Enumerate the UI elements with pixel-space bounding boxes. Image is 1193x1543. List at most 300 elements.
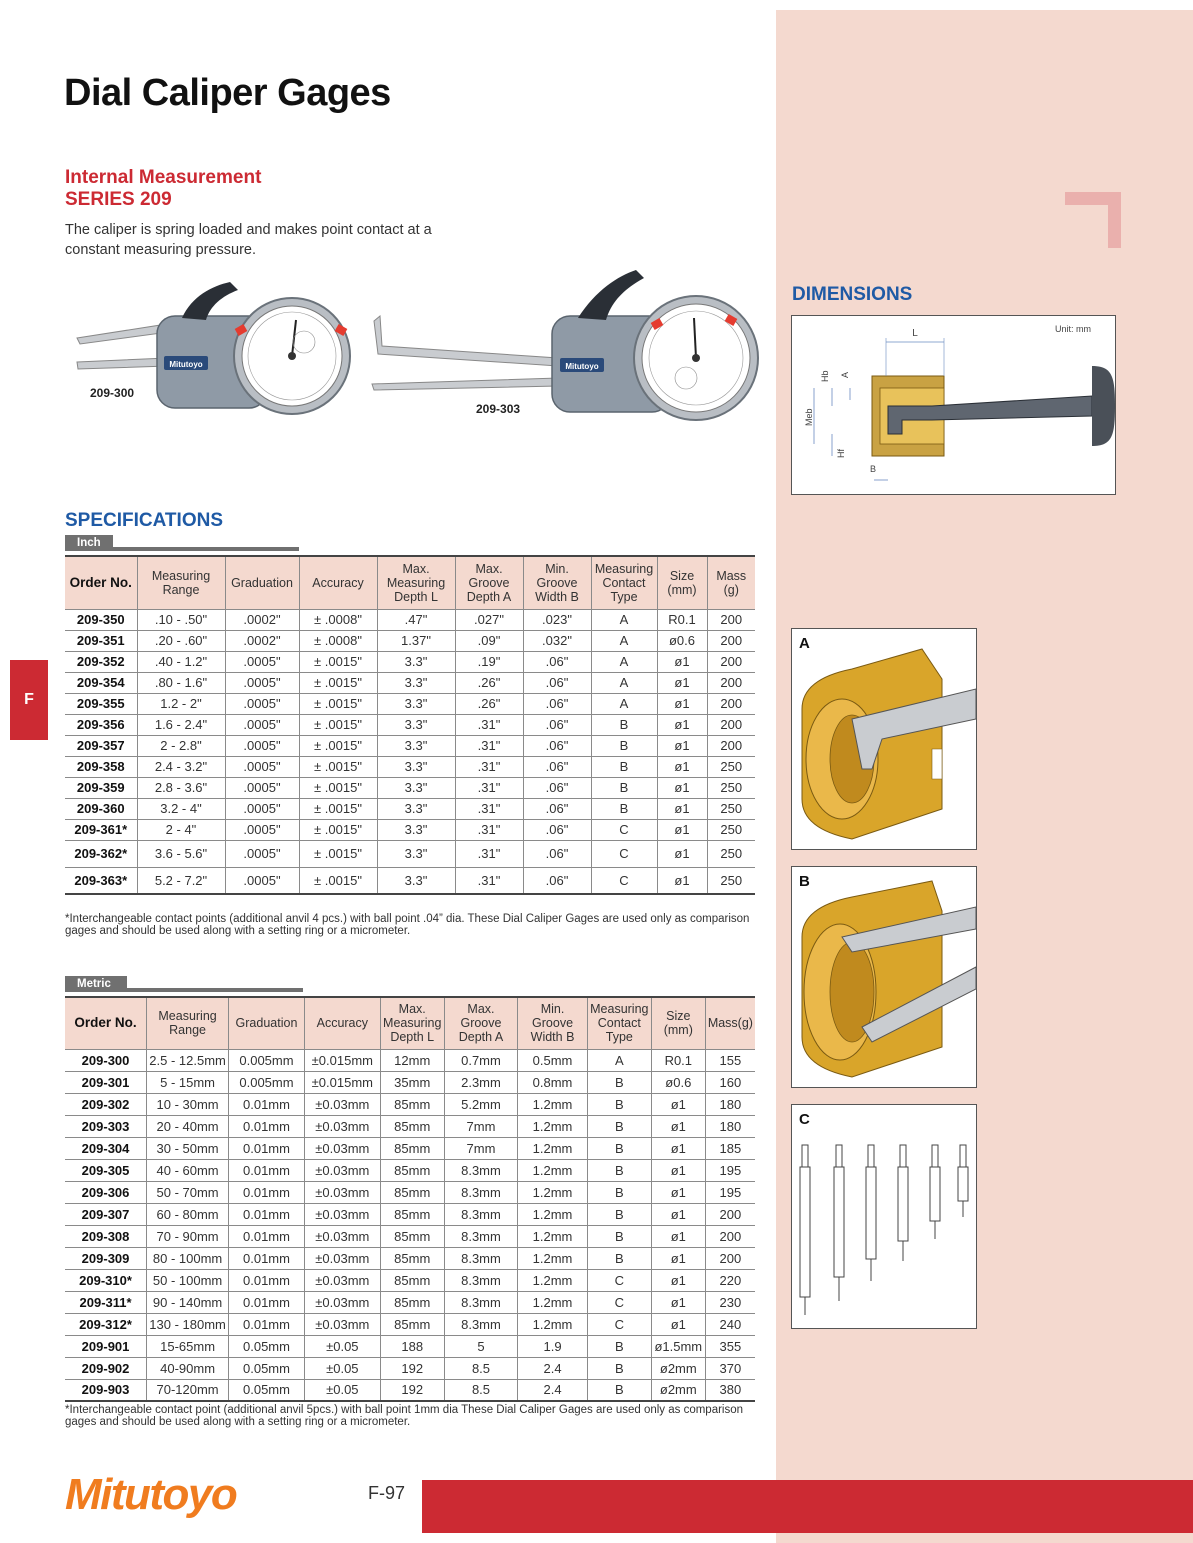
- table-cell: ±0.015mm: [304, 1049, 380, 1071]
- col-header: Max. Groove Depth A: [444, 997, 518, 1049]
- table-cell: .027": [455, 609, 523, 630]
- contact-type-c-illustration: [792, 1105, 976, 1327]
- table-cell: .0005": [225, 798, 299, 819]
- table-cell: .06": [523, 693, 591, 714]
- table-cell: ±0.015mm: [304, 1071, 380, 1093]
- table-cell: 8.3mm: [444, 1247, 518, 1269]
- dim-label-Hb: Hb: [820, 370, 830, 382]
- table-cell: ø1: [651, 1313, 705, 1335]
- table-cell: ø1.5mm: [651, 1335, 705, 1357]
- table-cell: .0005": [225, 672, 299, 693]
- table-row: [65, 1093, 755, 1115]
- table-cell: 1.2mm: [518, 1181, 588, 1203]
- dim-label-Hf: Hf: [836, 449, 846, 458]
- table-cell: 8.3mm: [444, 1313, 518, 1335]
- table-cell: .20 - .60": [137, 630, 225, 651]
- table-cell: 0.01mm: [229, 1247, 305, 1269]
- table-cell: 0.01mm: [229, 1093, 305, 1115]
- table-row: [65, 1291, 755, 1313]
- table-cell: ø1: [657, 756, 707, 777]
- col-header: Measuring Range: [147, 997, 229, 1049]
- table-cell: 30 - 50mm: [147, 1137, 229, 1159]
- table-cell: ø1: [651, 1203, 705, 1225]
- table-cell: 70-120mm: [147, 1379, 229, 1401]
- specifications-heading: SPECIFICATIONS: [65, 510, 223, 531]
- table-cell: 40 - 60mm: [147, 1159, 229, 1181]
- table-cell: 250: [707, 798, 755, 819]
- table-cell: ø1: [657, 798, 707, 819]
- table-cell: 7mm: [444, 1115, 518, 1137]
- table-cell: 3.3": [377, 651, 455, 672]
- table-cell: ±0.03mm: [304, 1203, 380, 1225]
- caliper-gage-image-209-303: [368, 266, 768, 436]
- inch-tab-line: [113, 547, 299, 551]
- table-cell: 3.3": [377, 714, 455, 735]
- table-cell: ø2mm: [651, 1379, 705, 1401]
- col-header: Order No.: [65, 997, 147, 1049]
- table-row: [65, 1247, 755, 1269]
- table-cell: B: [591, 756, 657, 777]
- table-cell: C: [591, 867, 657, 894]
- metric-tab-line: [127, 988, 303, 992]
- table-row: [65, 1335, 755, 1357]
- table-cell: .0005": [225, 840, 299, 867]
- table-cell: .06": [523, 756, 591, 777]
- col-header: Min. Groove Width B: [523, 556, 591, 609]
- table-cell: ø1: [651, 1225, 705, 1247]
- section-tab-f[interactable]: F: [10, 660, 48, 740]
- table-cell: B: [587, 1379, 651, 1401]
- table-cell: 85mm: [380, 1269, 444, 1291]
- table-cell: 85mm: [380, 1225, 444, 1247]
- product-label-209-300: 209-300: [90, 386, 135, 400]
- table-cell: 50 - 100mm: [147, 1269, 229, 1291]
- order-number-cell: 209-360: [65, 798, 137, 819]
- table-cell: 250: [707, 819, 755, 840]
- inch-tab: Inch: [65, 535, 113, 551]
- table-cell: ± .0015": [299, 735, 377, 756]
- table-cell: .06": [523, 777, 591, 798]
- table-cell: ø1: [657, 819, 707, 840]
- contact-type-a-panel: [791, 628, 977, 850]
- table-cell: 220: [705, 1269, 755, 1291]
- table-cell: ±0.03mm: [304, 1225, 380, 1247]
- table-cell: ± .0015": [299, 840, 377, 867]
- table-cell: 2 - 4": [137, 819, 225, 840]
- table-cell: 250: [707, 777, 755, 798]
- table-cell: ø1: [657, 672, 707, 693]
- table-cell: ø1: [651, 1181, 705, 1203]
- table-cell: .10 - .50": [137, 609, 225, 630]
- order-number-cell: 209-351: [65, 630, 137, 651]
- table-cell: 195: [705, 1159, 755, 1181]
- table-cell: 155: [705, 1049, 755, 1071]
- table-row: [65, 1137, 755, 1159]
- table-cell: .0005": [225, 693, 299, 714]
- table-cell: .47": [377, 609, 455, 630]
- order-number-cell: 209-358: [65, 756, 137, 777]
- table-row: [65, 840, 755, 867]
- table-cell: 5.2mm: [444, 1093, 518, 1115]
- page-title: Dial Caliper Gages: [64, 72, 391, 114]
- table-cell: B: [587, 1335, 651, 1357]
- order-number-cell: 209-356: [65, 714, 137, 735]
- table-cell: 180: [705, 1093, 755, 1115]
- table-cell: 2 - 2.8": [137, 735, 225, 756]
- brand-label: Mitutoyo: [565, 362, 599, 371]
- table-cell: .06": [523, 798, 591, 819]
- table-cell: 1.9: [518, 1335, 588, 1357]
- table-cell: .0005": [225, 714, 299, 735]
- dim-label-L: L: [912, 328, 918, 339]
- table-cell: 8.3mm: [444, 1203, 518, 1225]
- table-cell: 0.01mm: [229, 1269, 305, 1291]
- table-row: [65, 798, 755, 819]
- metric-tab: Metric: [65, 976, 127, 992]
- order-number-cell: 209-308: [65, 1225, 147, 1247]
- order-number-cell: 209-903: [65, 1379, 147, 1401]
- table-cell: 0.01mm: [229, 1313, 305, 1335]
- table-cell: .032": [523, 630, 591, 651]
- table-row: [65, 867, 755, 894]
- table-cell: ± .0015": [299, 756, 377, 777]
- table-cell: .31": [455, 735, 523, 756]
- table-cell: 10 - 30mm: [147, 1093, 229, 1115]
- table-cell: 3.2 - 4": [137, 798, 225, 819]
- table-row: [65, 756, 755, 777]
- order-number-cell: 209-312*: [65, 1313, 147, 1335]
- mitutoyo-logo: Mitutoyo: [65, 1470, 237, 1519]
- table-cell: 380: [705, 1379, 755, 1401]
- unit-note: Unit: mm: [1055, 324, 1091, 334]
- col-header: Order No.: [65, 556, 137, 609]
- table-cell: ø1: [651, 1115, 705, 1137]
- order-number-cell: 209-304: [65, 1137, 147, 1159]
- table-cell: 0.01mm: [229, 1291, 305, 1313]
- table-cell: 240: [705, 1313, 755, 1335]
- dim-label-A: A: [840, 371, 850, 378]
- table-cell: 250: [707, 840, 755, 867]
- table-cell: 3.3": [377, 840, 455, 867]
- order-number-cell: 209-363*: [65, 867, 137, 894]
- table-cell: ±0.03mm: [304, 1181, 380, 1203]
- table-cell: .31": [455, 867, 523, 894]
- order-number-cell: 209-303: [65, 1115, 147, 1137]
- table-row: [65, 693, 755, 714]
- table-cell: ø1: [651, 1093, 705, 1115]
- table-cell: .80 - 1.6": [137, 672, 225, 693]
- table-cell: 8.3mm: [444, 1225, 518, 1247]
- table-cell: 3.3": [377, 693, 455, 714]
- table-cell: .31": [455, 798, 523, 819]
- table-cell: .19": [455, 651, 523, 672]
- table-cell: 8.3mm: [444, 1159, 518, 1181]
- table-cell: ø1: [651, 1247, 705, 1269]
- col-header: Max. Groove Depth A: [455, 556, 523, 609]
- contact-type-a-illustration: [792, 629, 976, 849]
- table-cell: 1.2mm: [518, 1159, 588, 1181]
- inch-spec-table: [65, 555, 755, 895]
- table-cell: 0.01mm: [229, 1115, 305, 1137]
- table-cell: 0.05mm: [229, 1379, 305, 1401]
- table-cell: .0002": [225, 630, 299, 651]
- table-cell: 3.3": [377, 819, 455, 840]
- table-cell: 1.6 - 2.4": [137, 714, 225, 735]
- table-cell: ø1: [657, 840, 707, 867]
- table-cell: B: [587, 1115, 651, 1137]
- table-cell: 8.5: [444, 1379, 518, 1401]
- dimensions-heading: DIMENSIONS: [792, 284, 913, 305]
- table-cell: .0005": [225, 867, 299, 894]
- table-cell: 5: [444, 1335, 518, 1357]
- brand-label: Mitutoyo: [169, 360, 203, 369]
- table-cell: 3.3": [377, 756, 455, 777]
- order-number-cell: 209-309: [65, 1247, 147, 1269]
- table-cell: 188: [380, 1335, 444, 1357]
- table-row: [65, 819, 755, 840]
- table-cell: C: [591, 819, 657, 840]
- order-number-cell: 209-305: [65, 1159, 147, 1181]
- order-number-cell: 209-301: [65, 1071, 147, 1093]
- order-number-cell: 209-350: [65, 609, 137, 630]
- table-cell: B: [591, 714, 657, 735]
- col-header: Size (mm): [651, 997, 705, 1049]
- table-cell: .0005": [225, 756, 299, 777]
- table-row: [65, 1203, 755, 1225]
- col-header: Mass(g): [705, 997, 755, 1049]
- table-cell: ø1: [657, 735, 707, 756]
- table-cell: B: [587, 1181, 651, 1203]
- inch-footnote: *Interchangeable contact points (additional anvil 4 pcs.) with ball point .04” dia. These Dial Caliper Gages are used only as comparison gages and should be used along with a setting ring or a micrometer.: [65, 913, 750, 937]
- col-header: Graduation: [229, 997, 305, 1049]
- table-cell: 2.4 - 3.2": [137, 756, 225, 777]
- contact-type-b-panel: [791, 866, 977, 1088]
- table-row: [65, 1159, 755, 1181]
- table-cell: 8.3mm: [444, 1291, 518, 1313]
- table-cell: 80 - 100mm: [147, 1247, 229, 1269]
- table-cell: .0005": [225, 735, 299, 756]
- table-cell: ±0.05: [304, 1379, 380, 1401]
- order-number-cell: 209-902: [65, 1357, 147, 1379]
- table-cell: 0.01mm: [229, 1137, 305, 1159]
- table-cell: 1.2mm: [518, 1291, 588, 1313]
- order-number-cell: 209-354: [65, 672, 137, 693]
- table-cell: B: [587, 1071, 651, 1093]
- table-cell: 192: [380, 1357, 444, 1379]
- table-cell: 0.01mm: [229, 1159, 305, 1181]
- table-cell: 0.05mm: [229, 1357, 305, 1379]
- col-header: Measuring Contact Type: [587, 997, 651, 1049]
- table-cell: ±0.03mm: [304, 1313, 380, 1335]
- table-cell: ± .0015": [299, 672, 377, 693]
- table-cell: ø1: [657, 651, 707, 672]
- table-cell: 200: [705, 1247, 755, 1269]
- table-row: [65, 777, 755, 798]
- contact-type-label: B: [799, 873, 810, 890]
- table-cell: 85mm: [380, 1093, 444, 1115]
- table-cell: 40-90mm: [147, 1357, 229, 1379]
- table-row: [65, 735, 755, 756]
- table-cell: 3.3": [377, 735, 455, 756]
- table-cell: C: [587, 1313, 651, 1335]
- table-cell: ±0.03mm: [304, 1269, 380, 1291]
- dimension-drawing: [792, 316, 1115, 494]
- table-cell: C: [587, 1291, 651, 1313]
- table-cell: .06": [523, 672, 591, 693]
- metric-spec-table: [65, 996, 755, 1402]
- order-number-cell: 209-311*: [65, 1291, 147, 1313]
- col-header: Mass (g): [707, 556, 755, 609]
- table-cell: .06": [523, 651, 591, 672]
- table-cell: .31": [455, 840, 523, 867]
- table-cell: 1.2mm: [518, 1137, 588, 1159]
- table-cell: 3.3": [377, 672, 455, 693]
- table-cell: 2.4: [518, 1379, 588, 1401]
- contact-type-b-illustration: [792, 867, 976, 1087]
- table-cell: 90 - 140mm: [147, 1291, 229, 1313]
- table-cell: 7mm: [444, 1137, 518, 1159]
- table-row: [65, 651, 755, 672]
- table-cell: 1.2mm: [518, 1269, 588, 1291]
- table-cell: A: [591, 609, 657, 630]
- table-cell: 70 - 90mm: [147, 1225, 229, 1247]
- table-cell: 200: [707, 609, 755, 630]
- order-number-cell: 209-362*: [65, 840, 137, 867]
- footer-bar: [422, 1480, 1193, 1533]
- table-cell: A: [591, 672, 657, 693]
- table-cell: 15-65mm: [147, 1335, 229, 1357]
- table-cell: ±0.03mm: [304, 1247, 380, 1269]
- table-cell: 5 - 15mm: [147, 1071, 229, 1093]
- table-cell: 200: [707, 714, 755, 735]
- corner-mark-icon: [1065, 192, 1121, 248]
- table-row: [65, 1313, 755, 1335]
- table-cell: ±0.03mm: [304, 1115, 380, 1137]
- table-cell: 200: [705, 1225, 755, 1247]
- table-cell: A: [591, 630, 657, 651]
- col-header: Max. Measuring Depth L: [380, 997, 444, 1049]
- table-cell: .26": [455, 672, 523, 693]
- contact-type-label: C: [799, 1111, 810, 1128]
- table-cell: B: [591, 777, 657, 798]
- subtitle-line1: Internal Measurement: [65, 167, 262, 188]
- table-cell: .0005": [225, 777, 299, 798]
- table-cell: 1.2mm: [518, 1247, 588, 1269]
- table-cell: ø0.6: [657, 630, 707, 651]
- table-cell: 180: [705, 1115, 755, 1137]
- table-cell: .0005": [225, 819, 299, 840]
- table-cell: 20 - 40mm: [147, 1115, 229, 1137]
- table-cell: 3.3": [377, 798, 455, 819]
- table-cell: ± .0015": [299, 693, 377, 714]
- table-cell: 200: [707, 672, 755, 693]
- table-cell: 200: [707, 651, 755, 672]
- table-cell: ± .0015": [299, 867, 377, 894]
- table-cell: B: [587, 1137, 651, 1159]
- table-cell: 130 - 180mm: [147, 1313, 229, 1335]
- table-cell: B: [591, 798, 657, 819]
- table-cell: .06": [523, 735, 591, 756]
- table-cell: 200: [705, 1203, 755, 1225]
- order-number-cell: 209-359: [65, 777, 137, 798]
- table-cell: 192: [380, 1379, 444, 1401]
- table-row: [65, 1049, 755, 1071]
- table-cell: ø1: [657, 714, 707, 735]
- table-cell: ±0.03mm: [304, 1291, 380, 1313]
- table-row: [65, 609, 755, 630]
- table-cell: .31": [455, 777, 523, 798]
- table-cell: 2.4: [518, 1357, 588, 1379]
- table-cell: .0005": [225, 651, 299, 672]
- table-cell: ± .0015": [299, 819, 377, 840]
- table-cell: .31": [455, 714, 523, 735]
- table-cell: R0.1: [657, 609, 707, 630]
- contact-type-c-panel: [791, 1104, 977, 1329]
- table-cell: R0.1: [651, 1049, 705, 1071]
- table-cell: .023": [523, 609, 591, 630]
- order-number-cell: 209-310*: [65, 1269, 147, 1291]
- table-cell: 1.37": [377, 630, 455, 651]
- table-cell: ø1: [651, 1159, 705, 1181]
- table-cell: 230: [705, 1291, 755, 1313]
- table-cell: .40 - 1.2": [137, 651, 225, 672]
- table-cell: 50 - 70mm: [147, 1181, 229, 1203]
- table-cell: 355: [705, 1335, 755, 1357]
- table-cell: 1.2mm: [518, 1115, 588, 1137]
- product-label-209-303: 209-303: [476, 402, 521, 416]
- table-cell: 2.3mm: [444, 1071, 518, 1093]
- caliper-gage-image-209-300: [72, 276, 372, 436]
- table-cell: 60 - 80mm: [147, 1203, 229, 1225]
- table-cell: 85mm: [380, 1115, 444, 1137]
- table-row: [65, 1269, 755, 1291]
- table-cell: ± .0015": [299, 651, 377, 672]
- table-cell: 1.2mm: [518, 1225, 588, 1247]
- col-header: Measuring Contact Type: [591, 556, 657, 609]
- dim-label-Meb: Meb: [804, 408, 814, 426]
- table-cell: 370: [705, 1357, 755, 1379]
- dimensions-diagram: [791, 315, 1116, 495]
- table-cell: 0.005mm: [229, 1049, 305, 1071]
- table-cell: 2.5 - 12.5mm: [147, 1049, 229, 1071]
- table-cell: ± .0008": [299, 630, 377, 651]
- table-header-row: [65, 997, 755, 1049]
- table-cell: ± .0008": [299, 609, 377, 630]
- table-cell: 85mm: [380, 1291, 444, 1313]
- table-cell: 185: [705, 1137, 755, 1159]
- contact-type-label: A: [799, 635, 810, 652]
- table-cell: A: [591, 651, 657, 672]
- table-cell: 0.05mm: [229, 1335, 305, 1357]
- table-cell: ø2mm: [651, 1357, 705, 1379]
- table-cell: ø1: [657, 867, 707, 894]
- col-header: Min. Groove Width B: [518, 997, 588, 1049]
- table-cell: 5.2 - 7.2": [137, 867, 225, 894]
- order-number-cell: 209-901: [65, 1335, 147, 1357]
- order-number-cell: 209-352: [65, 651, 137, 672]
- table-cell: B: [591, 735, 657, 756]
- table-cell: 0.01mm: [229, 1225, 305, 1247]
- table-row: [65, 714, 755, 735]
- table-row: [65, 1379, 755, 1401]
- col-header: Max. Measuring Depth L: [377, 556, 455, 609]
- series-subtitle: [65, 167, 261, 211]
- table-cell: 8.3mm: [444, 1269, 518, 1291]
- table-cell: 12mm: [380, 1049, 444, 1071]
- table-row: [65, 630, 755, 651]
- table-cell: 2.8 - 3.6": [137, 777, 225, 798]
- table-cell: C: [591, 840, 657, 867]
